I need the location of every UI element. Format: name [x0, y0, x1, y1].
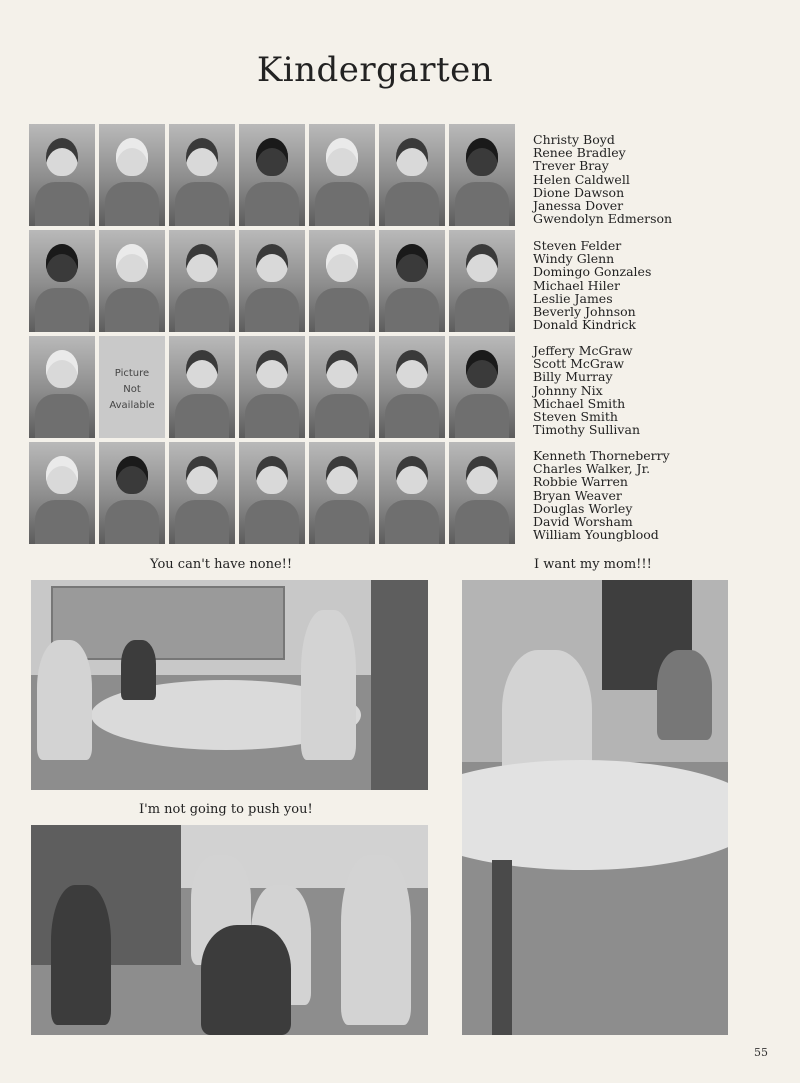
portrait-photo [99, 442, 165, 544]
portrait-photo [239, 230, 305, 332]
portrait-photo [449, 230, 515, 332]
student-name: Christy Boyd [533, 132, 615, 147]
student-name: Steven Felder [533, 238, 622, 253]
name-list-row-3 [533, 344, 640, 436]
placeholder-line: Picture [114, 368, 150, 379]
portrait-photo [169, 230, 235, 332]
page-number: 55 [754, 1046, 768, 1059]
student-name: Windy Glenn [533, 251, 615, 267]
student-name: Trever Bray [533, 158, 609, 174]
portrait-photo [239, 336, 305, 438]
portrait-photo [169, 442, 235, 544]
portrait-photo [29, 336, 95, 438]
portrait-photo [309, 230, 375, 332]
student-name: Timothy Sullivan [533, 422, 640, 438]
student-name: Bryan Weaver [533, 487, 622, 503]
portrait-photo [449, 336, 515, 438]
student-name: Billy Murray [533, 369, 613, 385]
portrait-photo [309, 442, 375, 544]
photo-caption: You can't have none!! [150, 557, 293, 572]
portrait-photo [379, 442, 445, 544]
portrait-grid [29, 124, 515, 544]
portrait-photo [239, 442, 305, 544]
student-name: Robbie Warren [533, 474, 628, 490]
portrait-photo [379, 230, 445, 332]
student-name: Dione Dawson [533, 184, 625, 200]
child-at-table-photo [462, 580, 728, 1035]
portrait-photo [99, 124, 165, 226]
name-list-row-4 [533, 449, 670, 541]
portrait-photo [169, 124, 235, 226]
student-name: Beverly Johnson [533, 304, 636, 320]
name-list-row-2 [533, 239, 651, 331]
student-name: David Worsham [533, 514, 633, 530]
student-name: Gwendolyn Edmerson [533, 211, 673, 227]
student-name: Michael Hiler [533, 277, 620, 293]
student-name: Janessa Dover [533, 198, 624, 214]
photo-caption: I'm not going to push you! [139, 802, 313, 817]
student-name: Charles Walker, Jr. [533, 461, 651, 477]
name-list-row-1 [533, 133, 672, 225]
photo-caption: I want my mom!!! [534, 557, 652, 572]
portrait-photo [379, 336, 445, 438]
portrait-photo [29, 230, 95, 332]
student-name: Steven Smith [533, 409, 618, 425]
placeholder-line: Available [109, 400, 155, 411]
student-name: Jeffery McGraw [533, 343, 633, 358]
student-name: Michael Smith [533, 395, 626, 411]
portrait-photo [309, 336, 375, 438]
student-name: Helen Caldwell [533, 171, 630, 187]
student-name: Domingo Gonzales [533, 264, 652, 280]
portrait-photo [239, 124, 305, 226]
children-on-floor-photo [31, 825, 428, 1035]
student-name: Leslie James [533, 290, 613, 306]
portrait-photo [449, 124, 515, 226]
placeholder-line: Not [123, 384, 141, 395]
portrait-photo [379, 124, 445, 226]
page-title: Kindergarten [256, 50, 494, 90]
classroom-table-photo [31, 580, 428, 790]
student-name: William Youngblood [533, 527, 659, 543]
student-name: Douglas Worley [533, 500, 633, 516]
student-name: Donald Kindrick [533, 317, 636, 333]
portrait-photo [309, 124, 375, 226]
portrait-photo [99, 230, 165, 332]
student-name: Renee Bradley [533, 145, 626, 161]
student-name: Scott McGraw [533, 356, 625, 372]
portrait-photo [29, 124, 95, 226]
student-name: Johnny Nix [533, 382, 603, 398]
portrait-photo [29, 442, 95, 544]
student-name: Kenneth Thorneberry [533, 448, 670, 463]
portrait-photo [449, 442, 515, 544]
portrait-photo [169, 336, 235, 438]
portrait-placeholder [99, 336, 165, 438]
